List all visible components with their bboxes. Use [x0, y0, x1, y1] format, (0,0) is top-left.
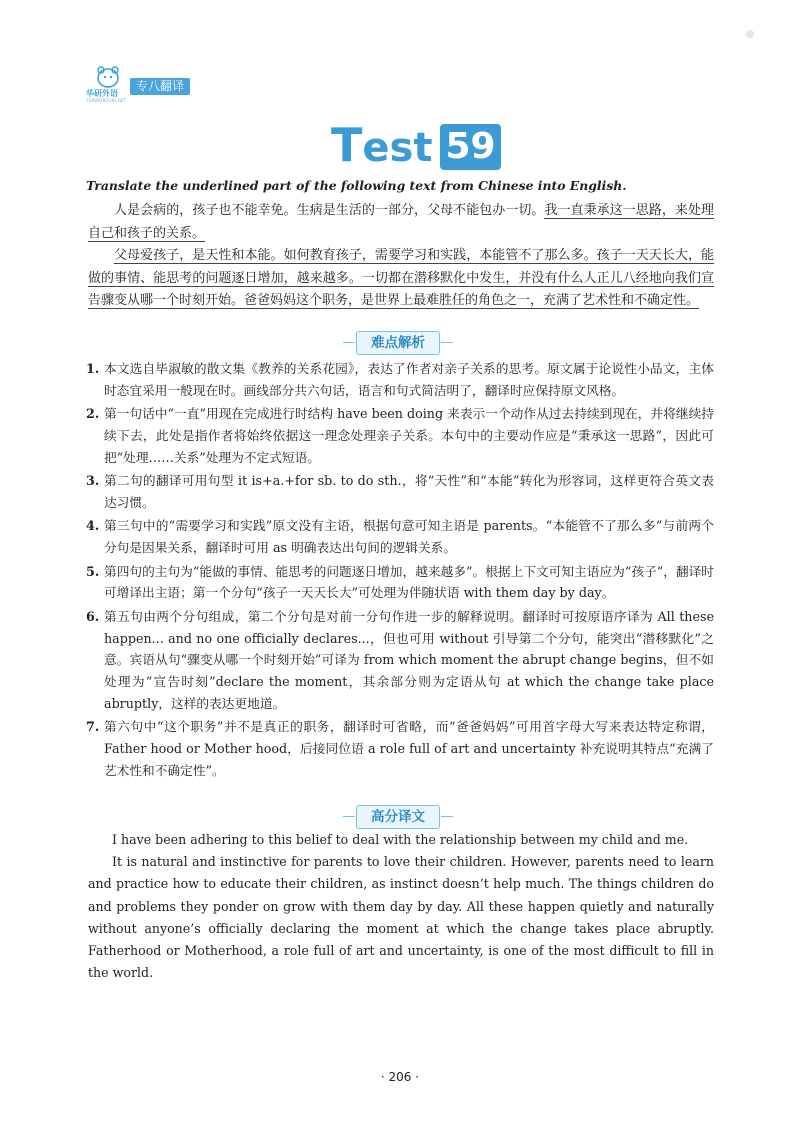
corner-dot [746, 30, 754, 38]
list-item: 4. 第三句中的“需要学习和实践”原文没有主语，根据句意可知主语是 parents。“本能管不了那么多”与前两个分句是因果关系，翻译时可用 as 明确表达出句间的逻辑关系。 [86, 518, 714, 556]
page-number: · 206 · [380, 1070, 420, 1084]
instruction: Translate the underlined part of the following text from Chinese into English. [86, 178, 627, 193]
analysis-notes [86, 358, 714, 783]
series-tag: 专八翻译 [130, 78, 190, 95]
source-plain-text: 人是会病的，孩子也不能幸免。生病是生活的一部分，父母不能包办一切。 [114, 203, 545, 218]
source-paragraph-1 [88, 200, 714, 245]
list-item: 2. 第一句话中“一直”用现在完成进行时结构 have been doing 来表示一个动作从过去持续到现在，并将继续持续下去，此处是指作者将始终依据这一理念处理亲子关系。本句中的主要动作应是“秉承这一思路”，因此可把“处理……关系”处理为不定式短语。 [86, 406, 714, 465]
translation-paragraph-1: I have been adhering to this belief to deal with the relationship between my child and me. [112, 832, 689, 847]
underlined-text: 我一直秉承这一思路，来处理自己和孩子的关系。 [88, 203, 714, 241]
test-number-badge: 59 [440, 124, 500, 170]
publisher-logo-subtext: TOPWAYBOOKS.NET [86, 98, 126, 103]
list-item: 3. 第二句的翻译可用句型 it is+a.+for sb. to do sth.，将“天性”和“本能”转化为形容词，这样更符合英文表达习惯。 [86, 473, 714, 510]
analysis-heading: 难点解析 [356, 331, 440, 355]
test-title-word: Test [331, 118, 433, 172]
translation-paragraph-2: It is natural and instinctive for parents to love their children. However, parents need to learn and practice how to educate their children, as instinct doesn’t help much. The things children do and problems they ponder on grow with them day by day. All these happen quietly and naturally without anyone’s officially declaring the moment at which the change takes place abruptly. Fatherhood or Motherhood, a role full of art and uncertainty, is one of the most difficult to fill in the world. [88, 854, 714, 981]
list-item: 5. 第四句的主句为“能做的事情、能思考的问题逐日增加，越来越多”。根据上下文可知主语应为“孩子”，翻译时可增译出主语；第一个分句“孩子一天天长大”可处理为伴随状语 with them day by day。 [86, 563, 714, 601]
list-item: 6. 第五句由两个分句组成，第二个分句是对前一分句作进一步的解释说明。翻译时可按原语序译为 All these happen... and no one officially declares...，但也可用 without 引导第二个分句，能突出“潜移默化”之意。宾语从句“骤变从哪一个时刻开始”可译为 from which moment the abrupt change begins，但不如处理为“宣告时刻”declare the moment，其余部分则为定语从句 at which the change take place abruptly，这样的表达更地道。 [86, 608, 714, 711]
test-title [331, 118, 501, 172]
source-paragraph-2 [88, 245, 714, 313]
publisher-logo-text: 华研外语 [86, 89, 118, 98]
list-item: 1. 本文选自毕淑敏的散文集《教养的关系花园》，表达了作者对亲子关系的思考。原文属于论说性小品文，主体时态宜采用一般现在时。画线部分共六句话，语言和句式简洁明了，翻译时应保持原文风格。 [86, 361, 714, 398]
translation-heading: 高分译文 [356, 805, 440, 829]
underlined-text: 父母爱孩子，是天性和本能。如何教育孩子，需要学习和实践，本能管不了那么多。孩子一天天长大，能做的事情、能思考的问题逐日增加，越来越多。一切都在潜移默化中发生，并没有什么人正儿八经地向我们宣告骤变从哪一个时刻开始。爸爸妈妈这个职务，是世界上最难胜任的角色之一，充满了艺术性和不确定性。 [88, 248, 714, 308]
list-item: 7. 第六句中“这个职务”并不是真正的职务，翻译时可省略，而“爸爸妈妈”可用首字母大写来表达特定称谓，Father hood or Mother hood，后接同位语 a role full of art and uncertainty 补充说明其特点“充满了艺术性和不确定性”。 [86, 719, 714, 778]
